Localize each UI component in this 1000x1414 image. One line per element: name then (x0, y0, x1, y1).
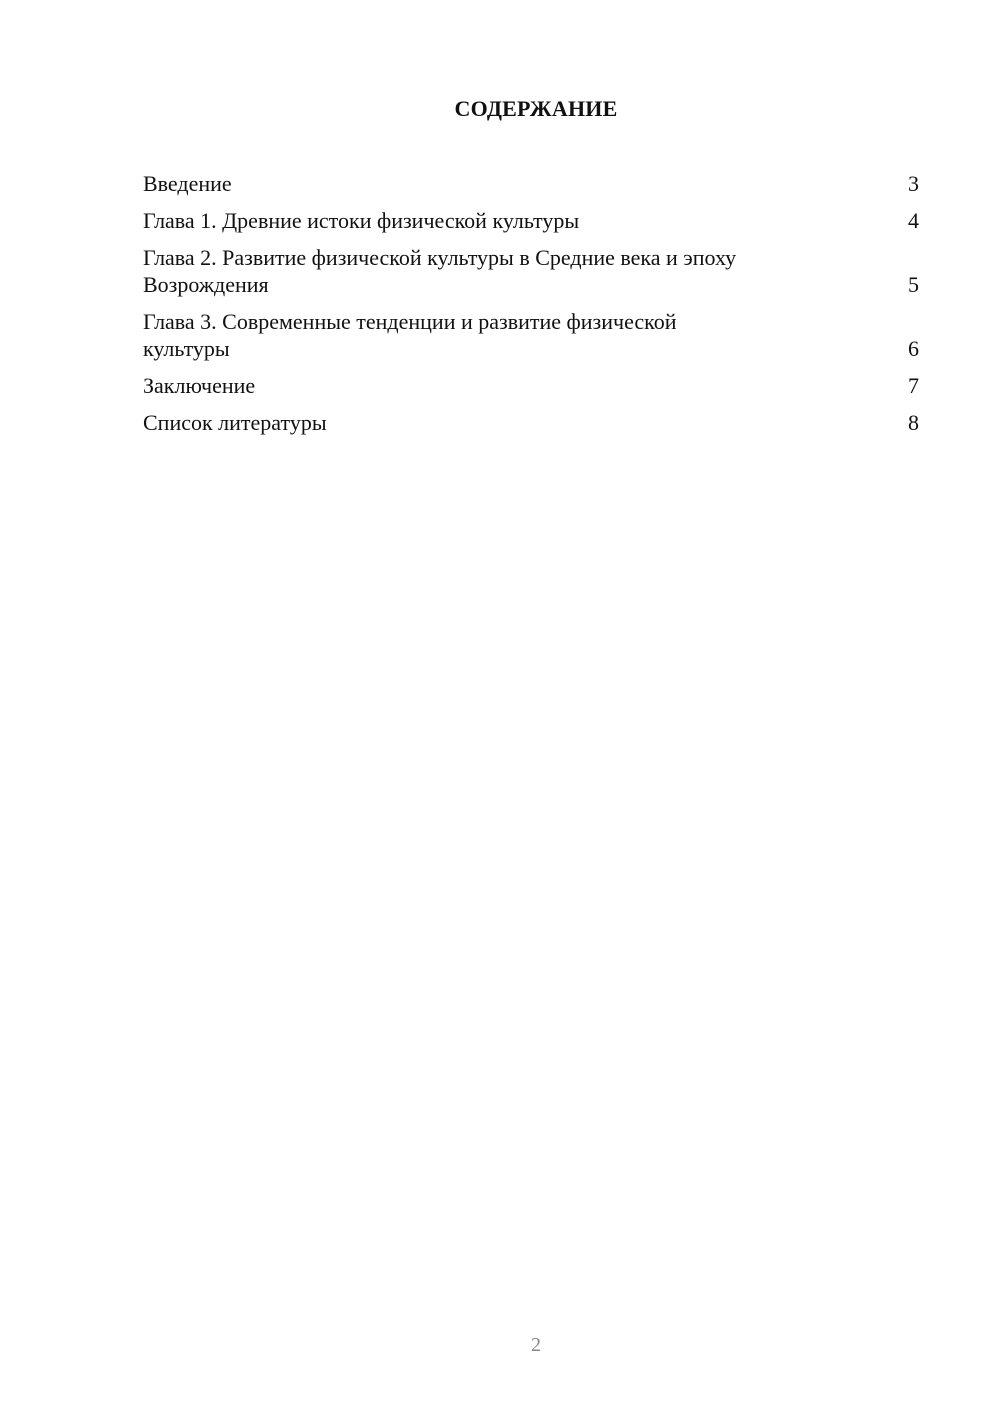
toc-entry-text: Заключение (143, 373, 256, 398)
toc-entry-page: 6 (908, 336, 919, 361)
toc-entry-text: Список литературы (143, 410, 327, 435)
toc-entry-text: Введение (143, 171, 232, 196)
toc-entry-text: Глава 1. Древние истоки физической культуры (143, 208, 580, 233)
toc-entry-chapter-2 (143, 244, 919, 298)
toc-entry-page: 8 (908, 410, 919, 435)
toc-entry-chapter-1 (143, 207, 919, 234)
toc-entry-page: 5 (908, 272, 919, 297)
toc-entry-page: 7 (908, 373, 919, 398)
page-number: 2 (531, 1334, 541, 1356)
toc-entry-conclusion (143, 372, 919, 399)
toc-entry-text: Глава 2. Развитие физической культуры в Средние века и эпоху Возрождения (143, 245, 737, 297)
toc-entry-introduction (143, 170, 919, 197)
table-of-contents (143, 170, 919, 446)
toc-entry-page: 4 (908, 208, 919, 233)
toc-entry-references (143, 409, 919, 436)
toc-entry-chapter-3 (143, 308, 919, 362)
toc-entry-text: Глава 3. Современные тенденции и развитие физической культуры (143, 309, 677, 361)
page-title: СОДЕРЖАНИЕ (454, 96, 618, 121)
toc-entry-page: 3 (908, 171, 919, 196)
